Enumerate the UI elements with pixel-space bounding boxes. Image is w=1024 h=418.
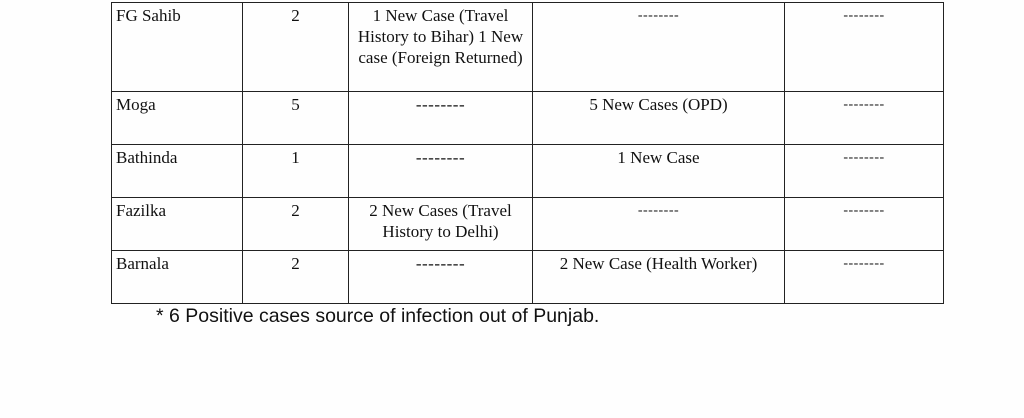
travel-history-cell: 1 New Case (Travel History to Bihar) 1 New case (Foreign Returned)	[349, 3, 533, 92]
other-cell: --------	[785, 3, 944, 92]
travel-history-cell: --------	[349, 145, 533, 198]
table-row	[112, 145, 944, 198]
count-cell: 2	[243, 198, 349, 251]
district-cell: FG Sahib	[112, 3, 243, 92]
count-cell: 1	[243, 145, 349, 198]
contact-cell: 1 New Case	[533, 145, 785, 198]
other-cell: --------	[785, 92, 944, 145]
contact-cell: --------	[533, 198, 785, 251]
district-cell: Barnala	[112, 251, 243, 304]
other-cell: --------	[785, 198, 944, 251]
cases-table	[111, 2, 944, 304]
count-cell: 2	[243, 251, 349, 304]
district-cell: Fazilka	[112, 198, 243, 251]
table-row	[112, 92, 944, 145]
district-cell: Bathinda	[112, 145, 243, 198]
district-cell: Moga	[112, 92, 243, 145]
table-row	[112, 3, 944, 92]
table-row	[112, 198, 944, 251]
count-cell: 2	[243, 3, 349, 92]
other-cell: --------	[785, 251, 944, 304]
count-cell: 5	[243, 92, 349, 145]
contact-cell: --------	[533, 3, 785, 92]
contact-cell: 2 New Case (Health Worker)	[533, 251, 785, 304]
travel-history-cell: 2 New Cases (Travel History to Delhi)	[349, 198, 533, 251]
footnote: * 6 Positive cases source of infection out of Punjab.	[156, 305, 600, 327]
travel-history-cell: --------	[349, 92, 533, 145]
travel-history-cell: --------	[349, 251, 533, 304]
table-row	[112, 251, 944, 304]
contact-cell: 5 New Cases (OPD)	[533, 92, 785, 145]
other-cell: --------	[785, 145, 944, 198]
